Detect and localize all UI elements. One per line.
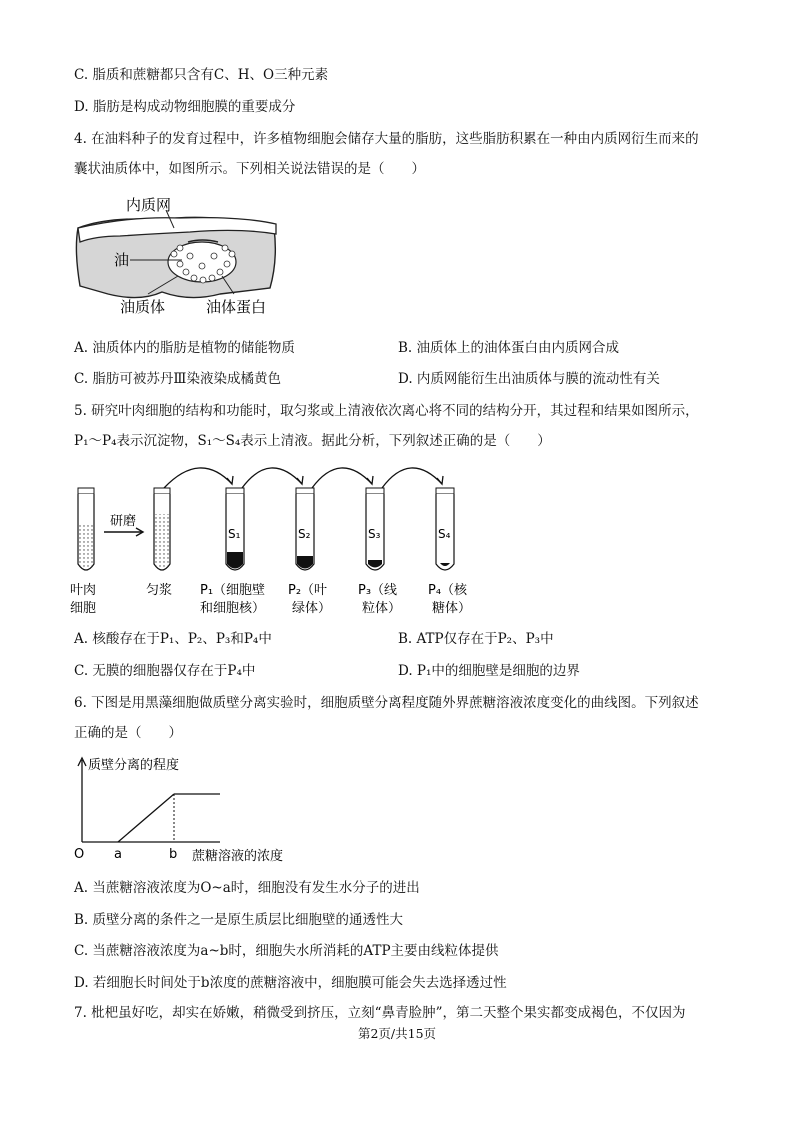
- curve-rise: [118, 794, 174, 842]
- p4-caption-line2: 糖体）: [432, 601, 472, 616]
- q5-stem-line2: P₁～P₄表示沉淀物，S₁～S₄表示上清液。据此分析，下列叙述正确的是（ ）: [74, 433, 551, 449]
- p2-caption-line1: P₂（叶: [288, 583, 328, 598]
- tube0-caption-line1: 叶肉: [70, 583, 97, 598]
- q6-plasmolysis-chart: [70, 752, 310, 870]
- label-oleosin: 油体蛋白: [206, 298, 267, 316]
- p1-caption-line2: 和细胞核）: [200, 601, 266, 616]
- p3-caption-line2: 粒体）: [362, 601, 402, 616]
- q4-stem-line1: 4. 在油料种子的发育过程中，许多植物细胞会储存大量的脂肪，这些脂肪积累在一种由内质网衍生而来的: [74, 131, 699, 147]
- q5-option-d: D. P₁中的细胞壁是细胞的边界: [398, 663, 580, 679]
- q7-stem-line1: 7. 枇杷虽好吃，却实在娇嫩，稍微受到挤压，立刻“鼻青脸肿”，第二天整个果实都变成褐色，不仅因为: [74, 1005, 686, 1021]
- q4-option-b: B. 油质体上的油体蛋白由内质网合成: [398, 340, 620, 356]
- s2-label: S₂: [298, 527, 311, 541]
- q6-option-b: B. 质壁分离的条件之一是原生质层比细胞壁的通透性大: [74, 912, 404, 928]
- grind-label: 研磨: [110, 514, 137, 529]
- tube-mesophyll: [78, 488, 94, 570]
- q4-option-a: A. 油质体内的脂肪是植物的储能物质: [74, 340, 295, 356]
- label-er: 内质网: [126, 196, 172, 214]
- p3-caption-line1: P₃（线: [358, 583, 398, 598]
- transfer-arrows: [164, 468, 443, 488]
- label-oleosome: 油质体: [120, 298, 166, 316]
- s4-label: S₄: [438, 527, 451, 541]
- s3-label: S₃: [368, 527, 381, 541]
- q5-option-c: C. 无膜的细胞器仅存在于P₄中: [74, 663, 256, 679]
- q5-stem-line1: 5. 研究叶肉细胞的结构和功能时，取匀浆或上清液依次离心将不同的结构分开，其过程和结果如图所示，: [74, 403, 699, 419]
- tick-b: b: [169, 847, 178, 862]
- q6-option-a: A. 当蔗糖溶液浓度为O~a时，细胞没有发生水分子的进出: [74, 880, 420, 896]
- q4-oleosome-figure: [70, 190, 290, 320]
- q4-option-d: D. 内质网能衍生出油质体与膜的流动性有关: [398, 371, 660, 387]
- p1-caption-line1: P₁（细胞壁: [200, 583, 266, 598]
- q6-stem-line1: 6. 下图是用黑藻细胞做质壁分离实验时，细胞质壁分离程度随外界蔗糖溶液浓度变化的曲线图。下列叙述: [74, 695, 699, 711]
- q4-option-c: C. 脂肪可被苏丹Ⅲ染液染成橘黄色: [74, 371, 281, 387]
- q5-option-a: A. 核酸存在于P₁、P₂、P₃和P₄中: [74, 631, 272, 647]
- q6-stem-line2: 正确的是（ ）: [74, 725, 182, 741]
- tube1-caption: 匀浆: [146, 583, 173, 598]
- x-axis-label: 蔗糖溶液的浓度: [192, 849, 284, 864]
- q5-centrifugation-figure: [70, 452, 490, 622]
- y-axis-label: 质壁分离的程度: [88, 758, 180, 773]
- tube0-caption-line2: 细胞: [70, 601, 97, 616]
- tube-homogenate: [154, 488, 170, 570]
- s1-label: S₁: [228, 527, 241, 541]
- q3-option-c: C. 脂质和蔗糖都只含有C、H、O三种元素: [74, 67, 329, 83]
- q3-option-d: D. 脂肪是构成动物细胞膜的重要成分: [74, 99, 296, 115]
- q4-stem-line2: 囊状油质体中，如图所示。下列相关说法错误的是（ ）: [74, 161, 425, 177]
- p4-caption-line1: P₄（核: [428, 583, 468, 598]
- q6-option-c: C. 当蔗糖溶液浓度为a~b时，细胞失水所消耗的ATP主要由线粒体提供: [74, 943, 499, 959]
- page-footer: 第2页/共15页: [357, 1026, 437, 1041]
- label-oil: 油: [114, 251, 130, 269]
- q6-option-d: D. 若细胞长时间处于b浓度的蔗糖溶液中，细胞膜可能会失去选择透过性: [74, 975, 507, 991]
- origin-label: O: [74, 847, 85, 862]
- tick-a: a: [114, 847, 122, 862]
- p2-caption-line2: 绿体）: [292, 601, 332, 616]
- q5-option-b: B. ATP仅存在于P₂、P₃中: [398, 631, 554, 647]
